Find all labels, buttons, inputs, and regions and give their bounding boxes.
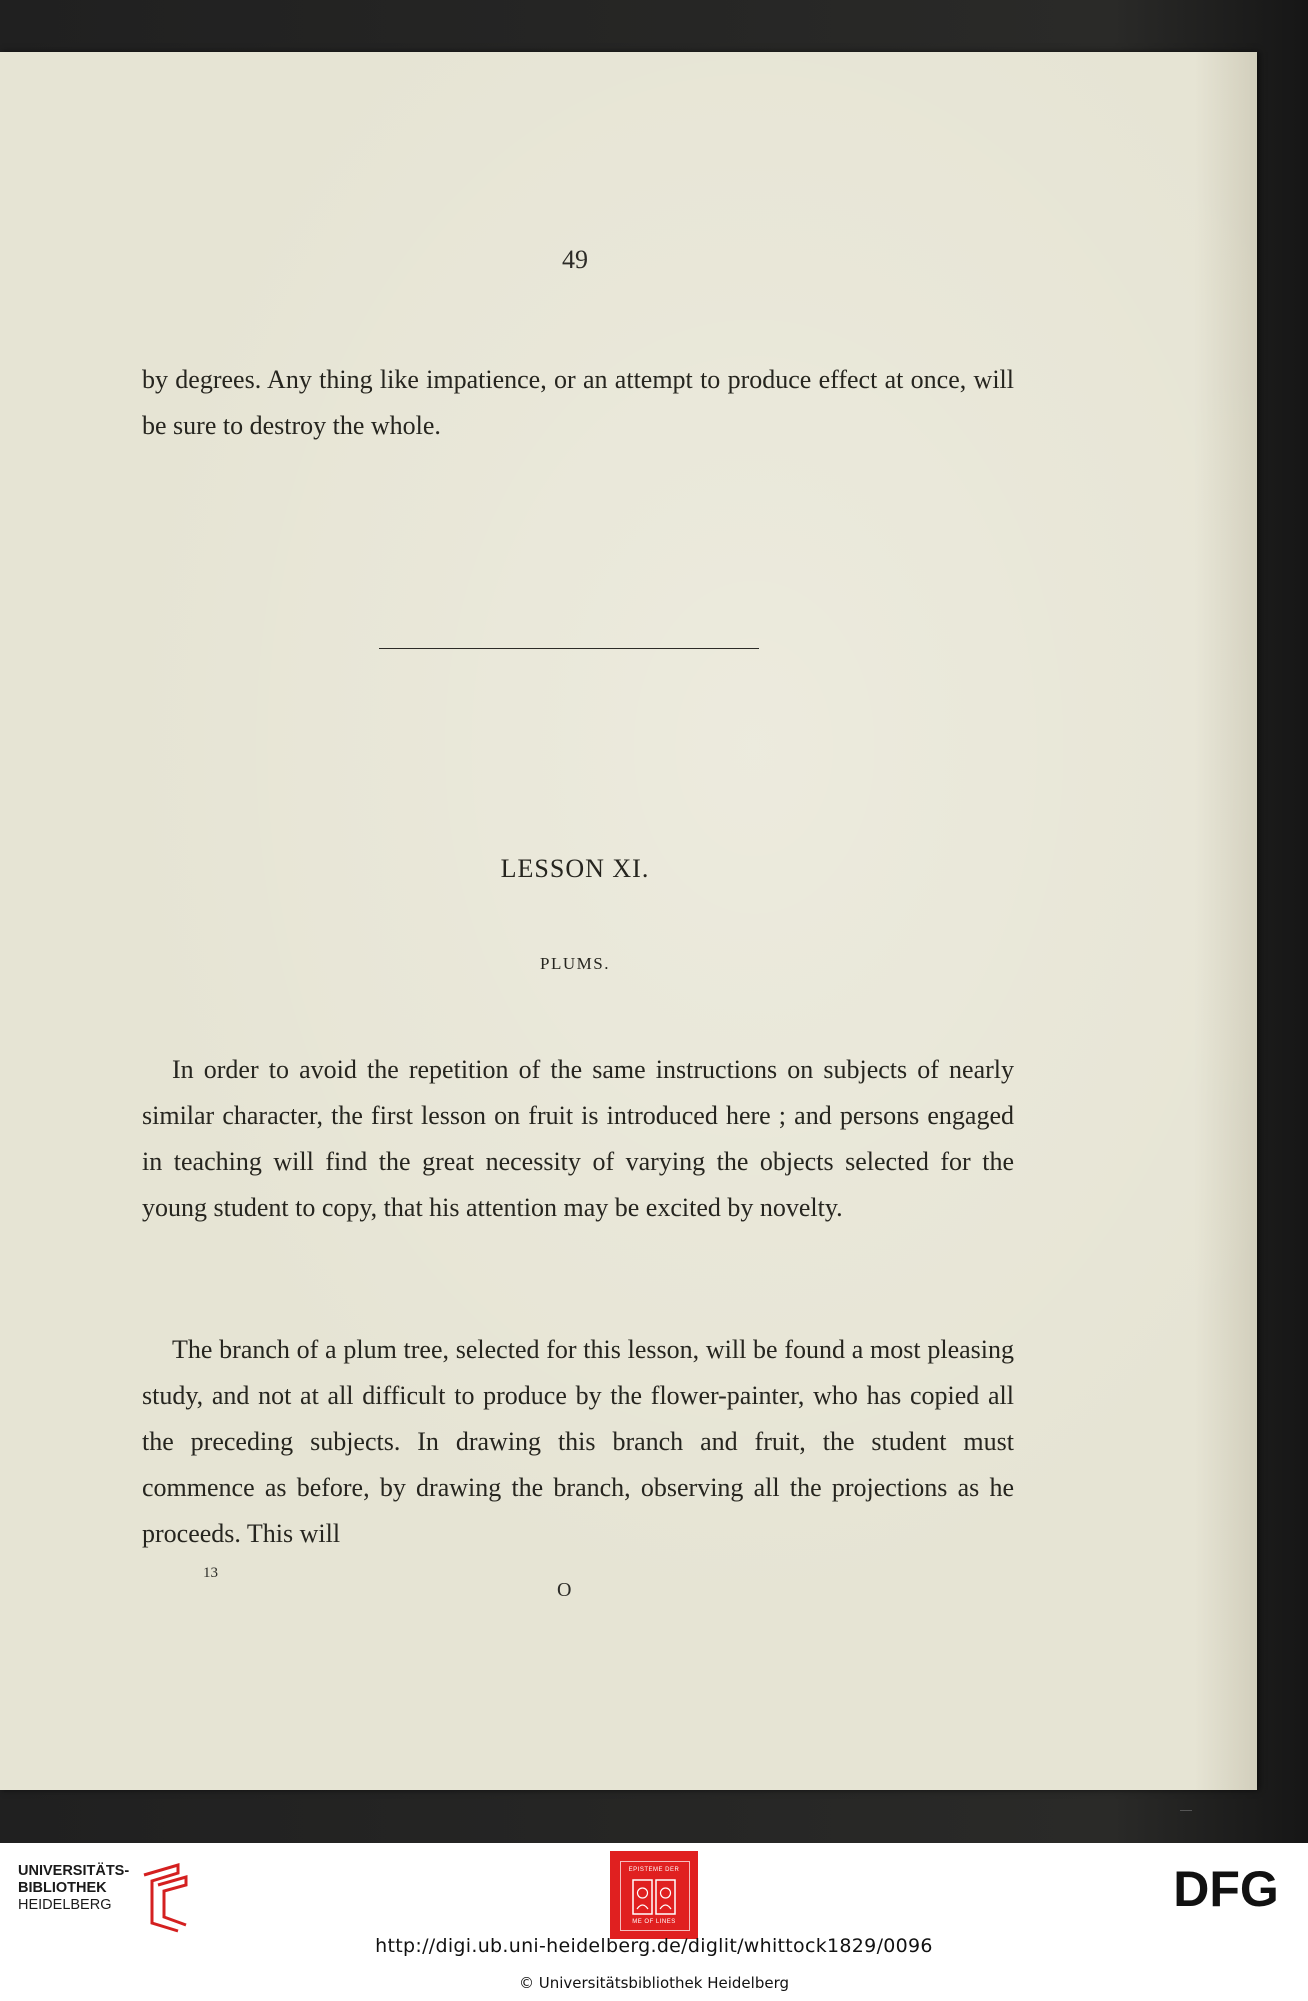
book-page (0, 52, 1257, 1790)
dfg-logo-text: DFG (1173, 1863, 1279, 1913)
signature-number: 13 (203, 1565, 218, 1581)
page-number: 49 (562, 245, 588, 274)
library-name-line-1: UNIVERSITÄTS- (18, 1863, 130, 1879)
library-name-line-2: BIBLIOTHEK (18, 1880, 107, 1896)
paragraph-introduction: In order to avoid the repetition of the same instructions on subjects of nearly similar character, the first lesson on fruit is introduced here ; and persons engaged in teaching will find the great necessity of varying the objects selected for the young student to copy, that his attention may be excited by novelty. (142, 1055, 1014, 1222)
permalink-url[interactable]: http://digi.ub.uni-heidelberg.de/diglit/whittock1829/0096 (375, 1935, 933, 1957)
library-name-line-3: HEIDELBERG (18, 1897, 112, 1913)
library-emblem-icon (138, 1863, 198, 1933)
episteme-logo-bottom-text: ME OF LINES (632, 1919, 676, 1925)
university-library-logo[interactable] (18, 1863, 188, 1935)
paragraph-branch: The branch of a plum tree, selected for this lesson, will be found a most pleasing study, and not at all difficult to produce by the flower-painter, who has copied all the preceding subjects. In drawing this branch and fruit, the student must commence as before, by drawing the branch, observing all the projections as he proceeds. This will (142, 1335, 1014, 1548)
dfg-logo[interactable] (1164, 1863, 1289, 1913)
episteme-emblem-icon (632, 1879, 676, 1915)
digitization-footer (0, 1843, 1308, 2001)
page-edge-mark (1180, 1810, 1192, 1811)
paragraph-continuation: by degrees. Any thing like impatience, or an attempt to produce effect at once, will be sure to destroy the whole. (142, 365, 1014, 440)
copyright-notice: © Universitätsbibliothek Heidelberg (518, 1974, 789, 1992)
lesson-subtitle: PLUMS. (540, 954, 610, 973)
section-divider (379, 648, 759, 649)
episteme-logo-top-text: EPISTEME DER (628, 1867, 680, 1873)
episteme-logo[interactable] (610, 1851, 698, 1939)
lesson-title: LESSON XI. (500, 854, 650, 883)
signature-mark: O (557, 1579, 572, 1601)
